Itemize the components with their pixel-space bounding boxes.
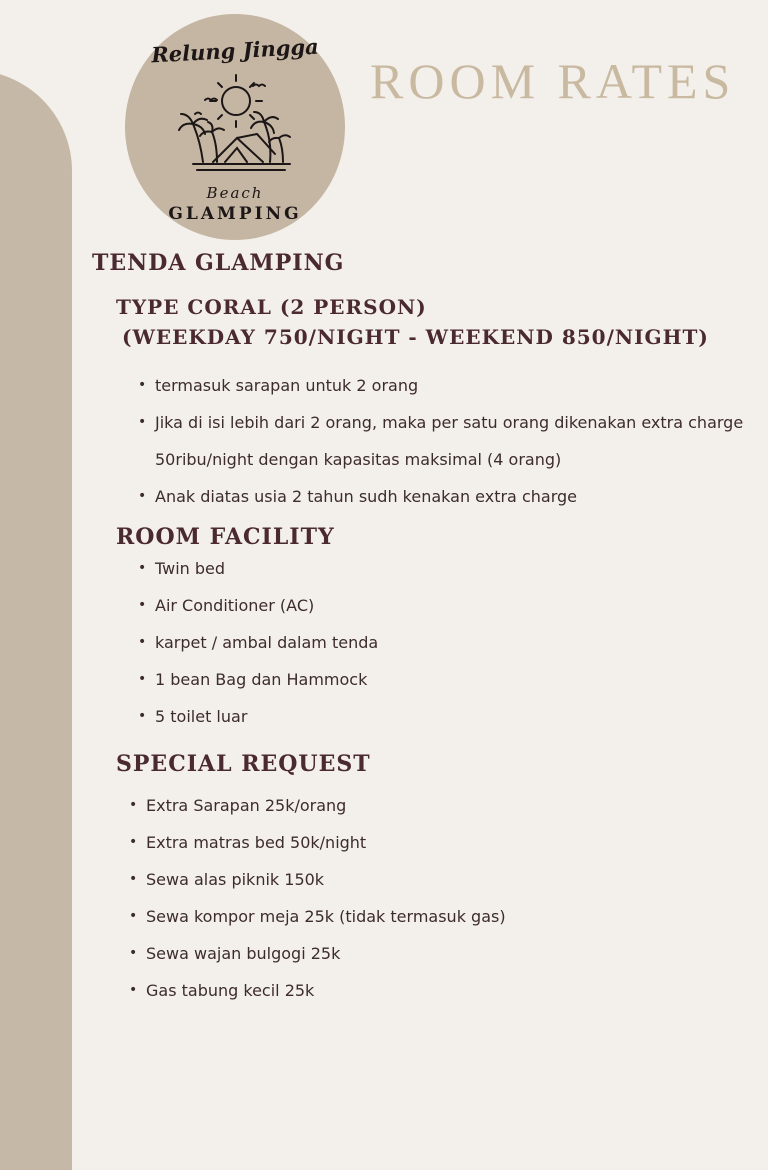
list-item: • Anak diatas usia 2 tahun sudh kenakan extra charge <box>138 478 755 515</box>
room-type-name: TYPE CORAL (2 PERSON) <box>116 295 427 319</box>
section-title: TENDA GLAMPING <box>92 250 345 276</box>
logo-top-text: Relung Jingga <box>150 33 320 68</box>
room-type-price: (WEEKDAY 750/NIGHT - WEEKEND 850/NIGHT) <box>122 325 709 349</box>
rate-notes-list <box>138 367 755 515</box>
facility-title: ROOM FACILITY <box>116 524 335 550</box>
list-item: • karpet / ambal dalam tenda <box>138 624 378 661</box>
list-item: • Extra Sarapan 25k/orang <box>129 787 506 824</box>
list-item: • Sewa kompor meja 25k (tidak termasuk gas) <box>129 898 506 935</box>
brand-logo <box>125 14 345 240</box>
special-request-list <box>129 787 506 1009</box>
list-item: • 1 bean Bag dan Hammock <box>138 661 378 698</box>
list-item: • Sewa wajan bulgogi 25k <box>129 935 506 972</box>
facility-list <box>138 550 378 735</box>
list-item: • Jika di isi lebih dari 2 orang, maka per satu orang dikenakan extra charge 50ribu/night dengan kapasitas maksimal (4 orang) <box>138 404 755 478</box>
list-item: • Extra matras bed 50k/night <box>129 824 506 861</box>
special-request-title: SPECIAL REQUEST <box>116 751 371 777</box>
list-item: • Sewa alas piknik 150k <box>129 861 506 898</box>
list-item: • 5 toilet luar <box>138 698 378 735</box>
list-item: • termasuk sarapan untuk 2 orang <box>138 367 755 404</box>
list-item: • Twin bed <box>138 550 378 587</box>
decorative-arch <box>0 70 72 1170</box>
page-title: ROOM RATES <box>370 53 736 109</box>
list-item: • Gas tabung kecil 25k <box>129 972 506 1009</box>
logo-middle-text: Beach <box>206 184 264 202</box>
logo-bottom-text: GLAMPING <box>168 204 302 224</box>
list-item: • Air Conditioner (AC) <box>138 587 378 624</box>
